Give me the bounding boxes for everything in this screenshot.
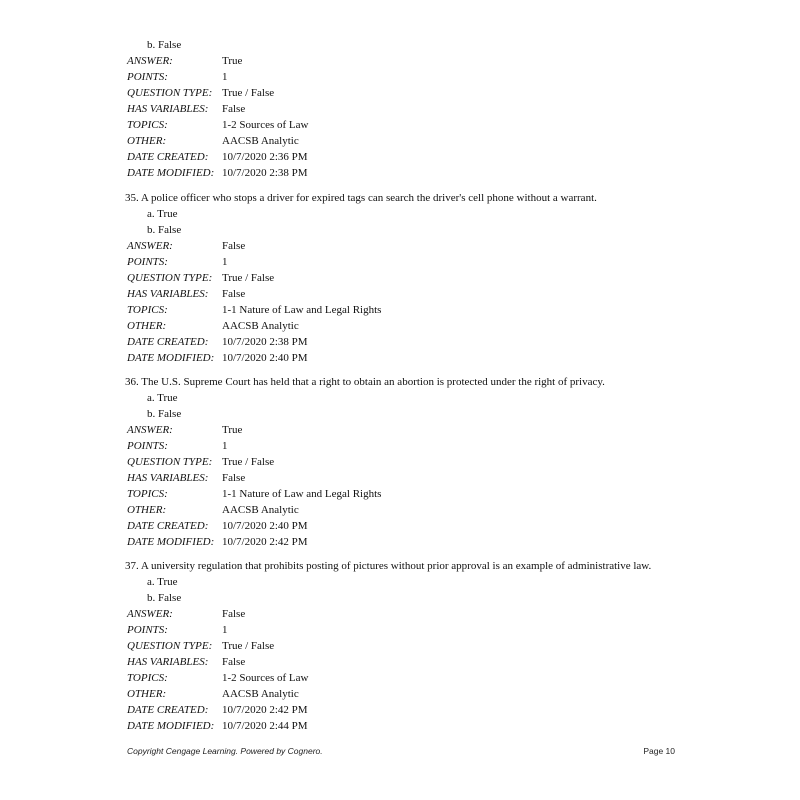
other-row — [127, 318, 687, 334]
topics-label: TOPICS: — [127, 488, 168, 500]
answer-value: True — [222, 55, 243, 67]
points-row — [127, 69, 687, 85]
other-value: AACSB Analytic — [222, 504, 299, 516]
choice-a: a. True — [147, 576, 178, 588]
date-modified-label: DATE MODIFIED: — [127, 536, 215, 548]
answer-label: ANSWER: — [127, 55, 173, 67]
topics-value: 1-2 Sources of Law — [222, 672, 309, 684]
points-row — [127, 622, 687, 638]
date-modified-label: DATE MODIFIED: — [127, 167, 215, 179]
other-value: AACSB Analytic — [222, 688, 299, 700]
date-created-row — [127, 149, 687, 165]
points-label: POINTS: — [127, 256, 168, 268]
date-modified-value: 10/7/2020 2:40 PM — [222, 352, 308, 364]
answer-label: ANSWER: — [127, 608, 173, 620]
question-type-label: QUESTION TYPE: — [127, 272, 213, 284]
date-modified-row — [127, 350, 687, 366]
choice-b: b. False — [147, 592, 182, 604]
date-created-value: 10/7/2020 2:36 PM — [222, 151, 308, 163]
answer-row — [127, 53, 687, 69]
other-value: AACSB Analytic — [222, 135, 299, 147]
copyright-text: Copyright Cengage Learning. Powered by Cognero. — [127, 746, 323, 756]
has-variables-label: HAS VARIABLES: — [127, 656, 209, 668]
topics-label: TOPICS: — [127, 304, 168, 316]
date-modified-row — [127, 165, 687, 181]
question-type-label: QUESTION TYPE: — [127, 87, 213, 99]
points-label: POINTS: — [127, 71, 168, 83]
topics-row — [127, 302, 687, 318]
choice-b: b. False — [147, 39, 182, 51]
choice-a: a. True — [147, 208, 178, 220]
date-modified-value: 10/7/2020 2:42 PM — [222, 536, 308, 548]
date-created-row — [127, 334, 687, 350]
date-modified-label: DATE MODIFIED: — [127, 352, 215, 364]
date-modified-label: DATE MODIFIED: — [127, 720, 215, 732]
other-label: OTHER: — [127, 504, 167, 516]
has-variables-label: HAS VARIABLES: — [127, 472, 209, 484]
date-modified-value: 10/7/2020 2:38 PM — [222, 167, 308, 179]
date-created-row — [127, 518, 687, 534]
has-variables-value: False — [222, 472, 246, 484]
has-variables-value: False — [222, 656, 246, 668]
topics-value: 1-1 Nature of Law and Legal Rights — [222, 304, 382, 316]
answer-value: True — [222, 424, 243, 436]
date-created-value: 10/7/2020 2:42 PM — [222, 704, 308, 716]
has-variables-row — [127, 654, 687, 670]
question-block-partial — [127, 37, 687, 181]
date-modified-value: 10/7/2020 2:44 PM — [222, 720, 308, 732]
topics-row — [127, 486, 687, 502]
has-variables-row — [127, 470, 687, 486]
points-value: 1 — [222, 624, 228, 636]
answer-row — [127, 606, 687, 622]
date-created-label: DATE CREATED: — [127, 520, 209, 532]
topics-value: 1-2 Sources of Law — [222, 119, 309, 131]
answer-value: False — [222, 608, 246, 620]
topics-label: TOPICS: — [127, 119, 168, 131]
other-label: OTHER: — [127, 688, 167, 700]
topics-row — [127, 117, 687, 133]
question-type-label: QUESTION TYPE: — [127, 456, 213, 468]
question-type-value: True / False — [222, 640, 275, 652]
question-type-row — [127, 85, 687, 101]
question-type-row — [127, 638, 687, 654]
question-type-value: True / False — [222, 87, 275, 99]
other-label: OTHER: — [127, 135, 167, 147]
has-variables-row — [127, 101, 687, 117]
points-value: 1 — [222, 440, 228, 452]
topics-value: 1-1 Nature of Law and Legal Rights — [222, 488, 382, 500]
choice-a: a. True — [147, 392, 178, 404]
date-created-value: 10/7/2020 2:40 PM — [222, 520, 308, 532]
question-block-37 — [127, 558, 687, 734]
has-variables-value: False — [222, 288, 246, 300]
points-label: POINTS: — [127, 440, 168, 452]
has-variables-label: HAS VARIABLES: — [127, 103, 209, 115]
date-created-label: DATE CREATED: — [127, 336, 209, 348]
question-type-value: True / False — [222, 272, 275, 284]
points-row — [127, 254, 687, 270]
answer-label: ANSWER: — [127, 240, 173, 252]
other-label: OTHER: — [127, 320, 167, 332]
question-type-row — [127, 270, 687, 286]
question-text: 37. A university regulation that prohibits posting of pictures without prior approval is an example of administrative law. — [125, 560, 652, 572]
page-footer — [127, 743, 675, 759]
topics-label: TOPICS: — [127, 672, 168, 684]
other-row — [127, 133, 687, 149]
has-variables-value: False — [222, 103, 246, 115]
choice-b: b. False — [147, 224, 182, 236]
answer-row — [127, 238, 687, 254]
topics-row — [127, 670, 687, 686]
points-label: POINTS: — [127, 624, 168, 636]
other-row — [127, 502, 687, 518]
points-value: 1 — [222, 256, 228, 268]
answer-row — [127, 422, 687, 438]
question-block-36 — [127, 374, 687, 550]
question-type-label: QUESTION TYPE: — [127, 640, 213, 652]
date-created-label: DATE CREATED: — [127, 151, 209, 163]
answer-label: ANSWER: — [127, 424, 173, 436]
points-row — [127, 438, 687, 454]
date-modified-row — [127, 718, 687, 734]
page-number: Page 10 — [643, 746, 675, 756]
other-value: AACSB Analytic — [222, 320, 299, 332]
has-variables-label: HAS VARIABLES: — [127, 288, 209, 300]
date-modified-row — [127, 534, 687, 550]
question-type-row — [127, 454, 687, 470]
question-block-35 — [127, 190, 687, 366]
other-row — [127, 686, 687, 702]
question-text: 36. The U.S. Supreme Court has held that a right to obtain an abortion is protected under the right of privacy. — [125, 376, 605, 388]
choice-b: b. False — [147, 408, 182, 420]
date-created-value: 10/7/2020 2:38 PM — [222, 336, 308, 348]
date-created-row — [127, 702, 687, 718]
points-value: 1 — [222, 71, 228, 83]
date-created-label: DATE CREATED: — [127, 704, 209, 716]
question-text: 35. A police officer who stops a driver for expired tags can search the driver's cell phone without a warrant. — [125, 192, 597, 204]
question-type-value: True / False — [222, 456, 275, 468]
has-variables-row — [127, 286, 687, 302]
answer-value: False — [222, 240, 246, 252]
